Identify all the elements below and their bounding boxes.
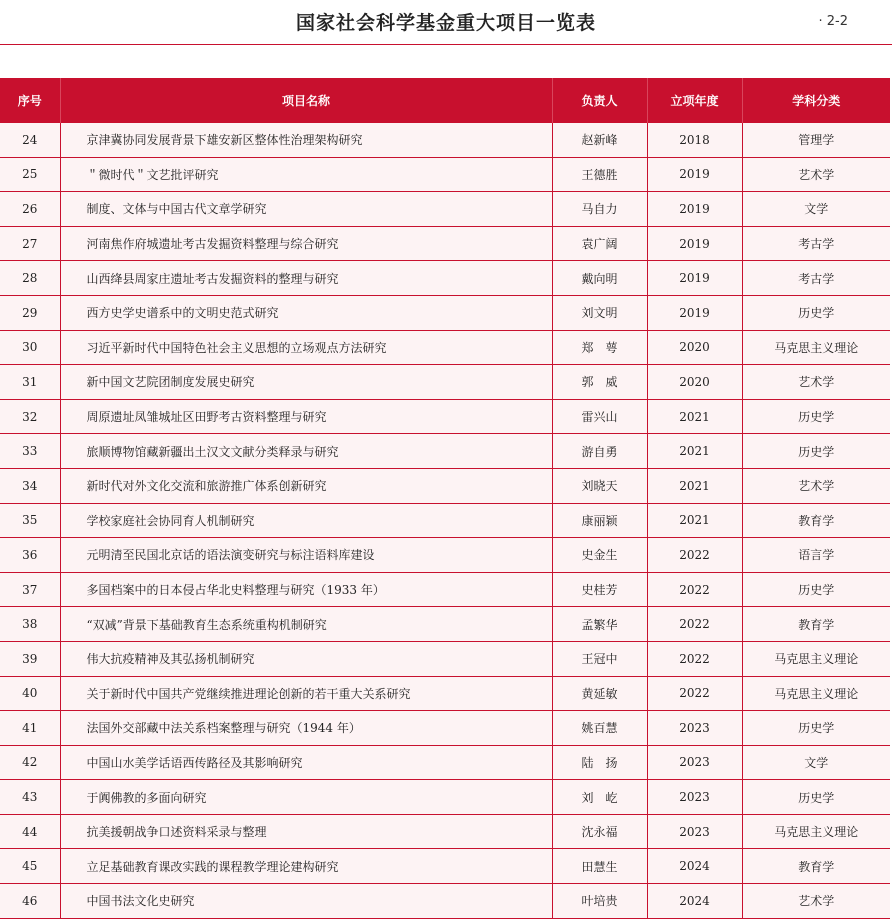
- cell-discipline: 马克思主义理论: [742, 641, 890, 676]
- cell-project-name: “双减”背景下基础教育生态系统重构机制研究: [60, 607, 552, 642]
- cell-year: 2024: [647, 849, 742, 884]
- cell-seq: 33: [0, 434, 60, 469]
- cell-principal-investigator: 马自力: [552, 192, 647, 227]
- table-row: [0, 192, 890, 227]
- cell-project-name: 山西绛县周家庄遗址考古发掘资料的整理与研究: [60, 261, 552, 296]
- cell-principal-investigator: 田慧生: [552, 849, 647, 884]
- cell-year: 2022: [647, 607, 742, 642]
- table-row: [0, 814, 890, 849]
- cell-principal-investigator: 雷兴山: [552, 399, 647, 434]
- table-header-row: [0, 78, 890, 123]
- cell-seq: 30: [0, 330, 60, 365]
- cell-year: 2022: [647, 641, 742, 676]
- table-row: [0, 572, 890, 607]
- cell-project-name: 中国书法文化史研究: [60, 884, 552, 919]
- cell-seq: 45: [0, 849, 60, 884]
- cell-seq: 35: [0, 503, 60, 538]
- cell-seq: 25: [0, 157, 60, 192]
- cell-seq: 34: [0, 468, 60, 503]
- cell-year: 2023: [647, 780, 742, 815]
- cell-project-name: ＂微时代＂文艺批评研究: [60, 157, 552, 192]
- column-header-seq: 序号: [0, 78, 60, 123]
- cell-year: 2023: [647, 745, 742, 780]
- cell-seq: 26: [0, 192, 60, 227]
- cell-principal-investigator: 姚百慧: [552, 711, 647, 746]
- table-row: [0, 503, 890, 538]
- cell-project-name: 制度、文体与中国古代文章学研究: [60, 192, 552, 227]
- cell-principal-investigator: 袁广阔: [552, 226, 647, 261]
- cell-discipline: 历史学: [742, 434, 890, 469]
- page-number: · 2-2: [818, 14, 848, 29]
- cell-principal-investigator: 刘文明: [552, 295, 647, 330]
- cell-principal-investigator: 孟繁华: [552, 607, 647, 642]
- cell-project-name: 法国外交部藏中法关系档案整理与研究（1944 年）: [60, 711, 552, 746]
- cell-project-name: 旅顺博物馆藏新疆出土汉文文献分类释录与研究: [60, 434, 552, 469]
- cell-year: 2019: [647, 261, 742, 296]
- cell-year: 2022: [647, 538, 742, 573]
- cell-principal-investigator: 王德胜: [552, 157, 647, 192]
- table-row: [0, 745, 890, 780]
- cell-discipline: 艺术学: [742, 365, 890, 400]
- cell-year: 2019: [647, 226, 742, 261]
- cell-seq: 32: [0, 399, 60, 434]
- cell-seq: 31: [0, 365, 60, 400]
- table-row: [0, 641, 890, 676]
- table-header: [0, 78, 890, 123]
- cell-discipline: 马克思主义理论: [742, 676, 890, 711]
- cell-seq: 39: [0, 641, 60, 676]
- cell-principal-investigator: 黄延敏: [552, 676, 647, 711]
- cell-principal-investigator: 沈永福: [552, 814, 647, 849]
- cell-project-name: 河南焦作府城遗址考古发掘资料整理与综合研究: [60, 226, 552, 261]
- table-row: [0, 780, 890, 815]
- cell-seq: 40: [0, 676, 60, 711]
- cell-project-name: 京津冀协同发展背景下雄安新区整体性治理架构研究: [60, 123, 552, 157]
- table-row: [0, 849, 890, 884]
- cell-discipline: 教育学: [742, 607, 890, 642]
- cell-discipline: 管理学: [742, 123, 890, 157]
- table-row: [0, 123, 890, 157]
- table-row: [0, 365, 890, 400]
- cell-year: 2019: [647, 192, 742, 227]
- cell-principal-investigator: 郭 威: [552, 365, 647, 400]
- column-header-pi: 负责人: [552, 78, 647, 123]
- cell-discipline: 历史学: [742, 780, 890, 815]
- cell-seq: 29: [0, 295, 60, 330]
- cell-discipline: 历史学: [742, 572, 890, 607]
- cell-project-name: 习近平新时代中国特色社会主义思想的立场观点方法研究: [60, 330, 552, 365]
- cell-discipline: 历史学: [742, 399, 890, 434]
- cell-year: 2020: [647, 365, 742, 400]
- cell-year: 2021: [647, 468, 742, 503]
- cell-discipline: 教育学: [742, 849, 890, 884]
- table-row: [0, 157, 890, 192]
- column-header-discipline: 学科分类: [742, 78, 890, 123]
- table-row: [0, 261, 890, 296]
- cell-year: 2023: [647, 711, 742, 746]
- table-row: [0, 711, 890, 746]
- table-row: [0, 538, 890, 573]
- cell-seq: 42: [0, 745, 60, 780]
- cell-year: 2022: [647, 676, 742, 711]
- cell-project-name: 多国档案中的日本侵占华北史料整理与研究（1933 年）: [60, 572, 552, 607]
- table-row: [0, 295, 890, 330]
- cell-discipline: 考古学: [742, 226, 890, 261]
- cell-discipline: 文学: [742, 745, 890, 780]
- cell-year: 2021: [647, 503, 742, 538]
- cell-year: 2021: [647, 434, 742, 469]
- cell-discipline: 历史学: [742, 711, 890, 746]
- cell-year: 2024: [647, 884, 742, 919]
- cell-project-name: 元明清至民国北京话的语法演变研究与标注语料库建设: [60, 538, 552, 573]
- cell-principal-investigator: 叶培贵: [552, 884, 647, 919]
- cell-seq: 27: [0, 226, 60, 261]
- table-row: [0, 226, 890, 261]
- cell-year: 2021: [647, 399, 742, 434]
- cell-principal-investigator: 史桂芳: [552, 572, 647, 607]
- cell-year: 2019: [647, 295, 742, 330]
- cell-principal-investigator: 陆 扬: [552, 745, 647, 780]
- cell-project-name: 周原遗址凤雏城址区田野考古资料整理与研究: [60, 399, 552, 434]
- table-body: [0, 123, 890, 918]
- cell-discipline: 艺术学: [742, 884, 890, 919]
- cell-seq: 43: [0, 780, 60, 815]
- project-table: [0, 78, 890, 919]
- cell-principal-investigator: 刘 屹: [552, 780, 647, 815]
- cell-discipline: 马克思主义理论: [742, 814, 890, 849]
- table-row: [0, 399, 890, 434]
- cell-principal-investigator: 史金生: [552, 538, 647, 573]
- cell-project-name: 新时代对外文化交流和旅游推广体系创新研究: [60, 468, 552, 503]
- table-row: [0, 607, 890, 642]
- cell-project-name: 学校家庭社会协同育人机制研究: [60, 503, 552, 538]
- cell-principal-investigator: 戴向明: [552, 261, 647, 296]
- cell-seq: 36: [0, 538, 60, 573]
- cell-project-name: 抗美援朝战争口述资料采录与整理: [60, 814, 552, 849]
- cell-year: 2020: [647, 330, 742, 365]
- cell-seq: 24: [0, 123, 60, 157]
- cell-principal-investigator: 赵新峰: [552, 123, 647, 157]
- cell-principal-investigator: 康丽颖: [552, 503, 647, 538]
- cell-project-name: 新中国文艺院团制度发展史研究: [60, 365, 552, 400]
- table-row: [0, 676, 890, 711]
- cell-project-name: 关于新时代中国共产党继续推进理论创新的若干重大关系研究: [60, 676, 552, 711]
- page-title: 国家社会科学基金重大项目一览表: [295, 12, 596, 34]
- cell-seq: 46: [0, 884, 60, 919]
- cell-seq: 44: [0, 814, 60, 849]
- table-row: [0, 434, 890, 469]
- cell-principal-investigator: 郑 萼: [552, 330, 647, 365]
- cell-discipline: 马克思主义理论: [742, 330, 890, 365]
- cell-year: 2023: [647, 814, 742, 849]
- cell-principal-investigator: 王冠中: [552, 641, 647, 676]
- cell-year: 2018: [647, 123, 742, 157]
- page-header: [0, 0, 892, 45]
- cell-discipline: 考古学: [742, 261, 890, 296]
- table-row: [0, 330, 890, 365]
- cell-project-name: 伟大抗疫精神及其弘扬机制研究: [60, 641, 552, 676]
- cell-discipline: 教育学: [742, 503, 890, 538]
- cell-discipline: 语言学: [742, 538, 890, 573]
- project-table-container: [0, 78, 890, 919]
- cell-discipline: 文学: [742, 192, 890, 227]
- table-row: [0, 468, 890, 503]
- cell-project-name: 西方史学史谱系中的文明史范式研究: [60, 295, 552, 330]
- cell-discipline: 艺术学: [742, 157, 890, 192]
- cell-seq: 37: [0, 572, 60, 607]
- cell-seq: 38: [0, 607, 60, 642]
- cell-principal-investigator: 游自勇: [552, 434, 647, 469]
- column-header-name: 项目名称: [60, 78, 552, 123]
- column-header-year: 立项年度: [647, 78, 742, 123]
- cell-year: 2019: [647, 157, 742, 192]
- table-row: [0, 884, 890, 919]
- cell-discipline: 艺术学: [742, 468, 890, 503]
- cell-project-name: 立足基础教育课改实践的课程教学理论建构研究: [60, 849, 552, 884]
- cell-seq: 28: [0, 261, 60, 296]
- cell-discipline: 历史学: [742, 295, 890, 330]
- cell-project-name: 于阗佛教的多面向研究: [60, 780, 552, 815]
- cell-seq: 41: [0, 711, 60, 746]
- cell-principal-investigator: 刘晓天: [552, 468, 647, 503]
- cell-year: 2022: [647, 572, 742, 607]
- cell-project-name: 中国山水美学话语西传路径及其影响研究: [60, 745, 552, 780]
